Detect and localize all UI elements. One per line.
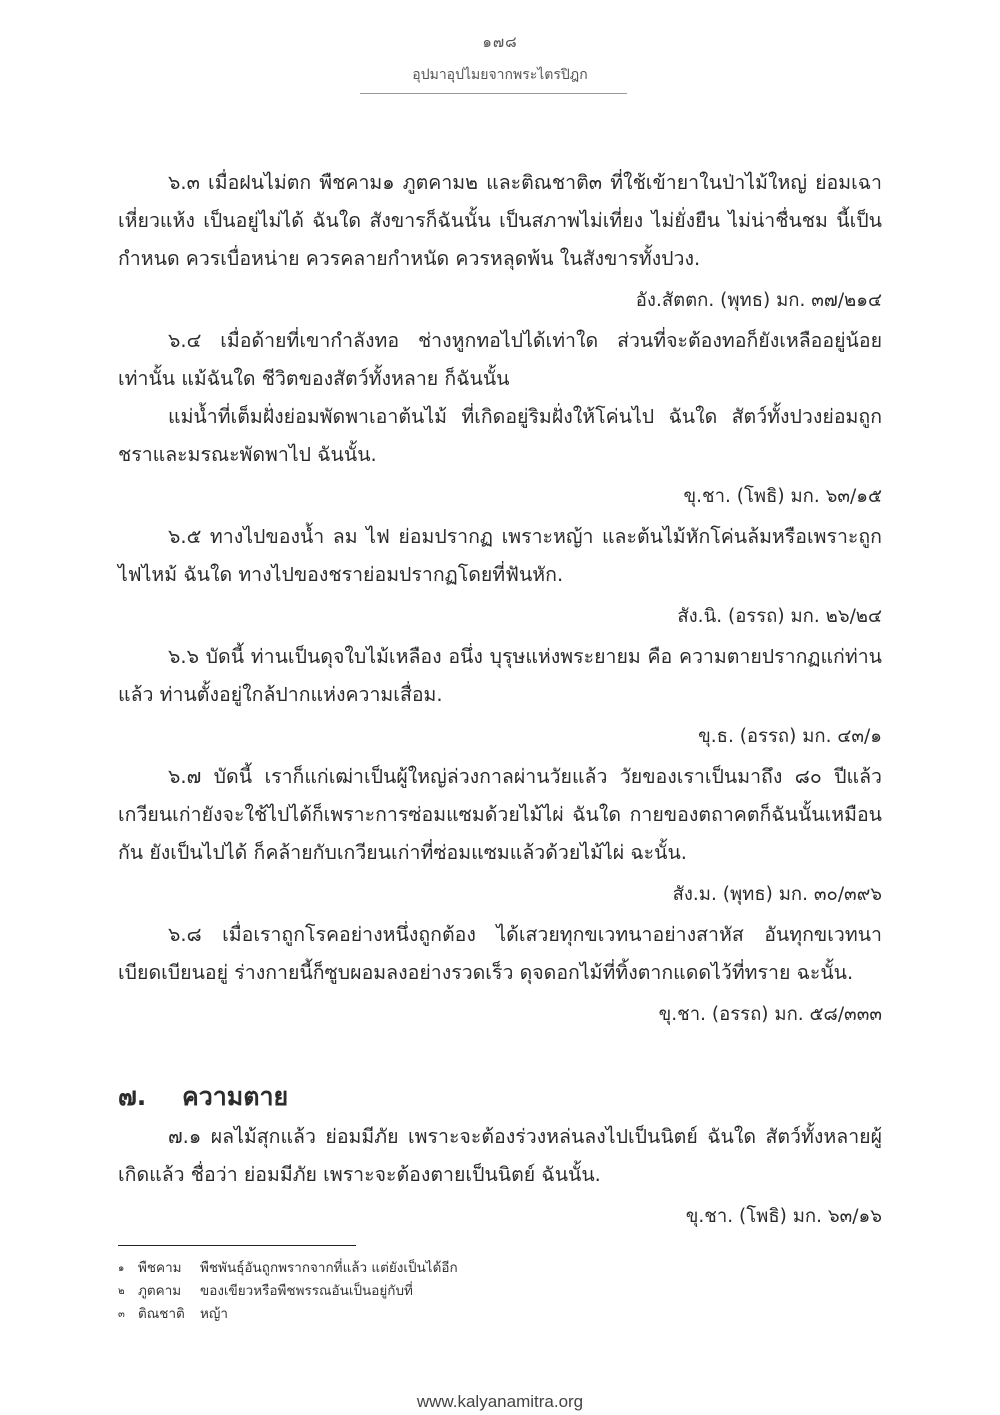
body-paragraph: ๖.๕ ทางไปของน้ำ ลม ไฟ ย่อมปรากฏ เพราะหญ้า และต้นไม้หักโค่นล้มหรือเพราะถูกไฟไหม้ ฉันใด ทางไปของชราย่อมปรากฏโดยที่ฟันหัก.: [118, 525, 882, 586]
citation-reference: ขุ.ชา. (โพธิ) มก. ๖๓/๑๕: [683, 486, 882, 507]
page-header: [0, 30, 1000, 86]
citation-reference: ขุ.ธ. (อรรถ) มก. ๔๓/๑: [698, 726, 882, 747]
footnote-term: ภูตคาม: [138, 1283, 182, 1299]
body-paragraph: ๖.๔ เมื่อด้ายที่เขากำลังทอ ช่างหูกทอไปได้เท่าใด ส่วนที่จะต้องทอก็ยังเหลืออยู่น้อยเท่านั้น แม้ฉันใด ชีวิตของสัตว์ทั้งหลาย ก็ฉันนั้น: [118, 329, 882, 390]
footnotes: [118, 1257, 458, 1326]
footer-website: www.kalyanamitra.org: [416, 1392, 584, 1411]
body-paragraph: ๗.๑ ผลไม้สุกแล้ว ย่อมมีภัย เพราะจะต้องร่วงหล่นลงไปเป็นนิตย์ ฉันใด สัตว์ทั้งหลายผู้เกิดแล้ว ชื่อว่า ย่อมมีภัย เพราะจะต้องตายเป็นนิตย์ ฉันนั้น.: [118, 1125, 882, 1186]
footnote-definition: หญ้า: [200, 1306, 228, 1322]
body-paragraph: ๖.๓ เมื่อฝนไม่ตก พืชคาม๑ ภูตคาม๒ และติณชาติ๓ ที่ใช้เข้ายาในป่าไม้ใหญ่ ย่อมเฉาเหี่ยวแห้ง เป็นอยู่ไม่ได้ ฉันใด สังขารก็ฉันนั้น เป็นสภาพไม่เที่ยง ไม่ยั่งยืน ไม่น่าชื่นชม นี้เป็นกำหนด ควรเบื่อหน่าย ควรคลายกำหนัด ควรหลุดพ้น ในสังขารทั้งปวง.: [118, 171, 882, 270]
footnote-item: [118, 1280, 458, 1303]
body-paragraph: แม่น้ำที่เต็มฝั่งย่อมพัดพาเอาต้นไม้ ที่เกิดอยู่ริมฝั่งให้โค่นไป ฉันใด สัตว์ทั้งปวงย่อมถูกชราและมรณะพัดพาไป ฉันนั้น.: [118, 405, 882, 466]
body-paragraph: ๖.๗ บัดนี้ เราก็แก่เฒ่าเป็นผู้ใหญ่ล่วงกาลผ่านวัยแล้ว วัยของเราเป็นมาถึง ๘๐ ปีแล้ว เกวียนเก่ายังจะใช้ไปได้ก็เพราะการซ่อมแซมด้วยไม้ไผ่ ฉันใด กายของตถาคตก็ฉันนั้นเหมือนกัน ยังเป็นไปได้ ก็คล้ายกับเกวียนเก่าที่ซ่อมแซมแล้วด้วยไม้ไผ่ ฉะนั้น.: [118, 765, 882, 864]
footnote-term: พืชคาม: [138, 1260, 182, 1276]
book-title: อุปมาอุปไมยจากพระไตรปิฎก: [412, 67, 588, 83]
main-content: [118, 164, 882, 1238]
page-number: ๑๗๘: [482, 33, 518, 51]
citation-reference: สัง.ม. (พุทธ) มก. ๓๐/๓๙๖: [672, 884, 882, 905]
section-number: ๗.: [118, 1082, 147, 1111]
citation-reference: อัง.สัตตก. (พุทธ) มก. ๓๗/๒๑๔: [635, 290, 882, 311]
footnote-item: [118, 1303, 458, 1326]
body-paragraph: ๖.๖ บัดนี้ ท่านเป็นดุจใบไม้เหลือง อนึ่ง บุรุษแห่งพระยายม คือ ความตายปรากฏแก่ท่านแล้ว ท่านตั้งอยู่ใกล้ปากแห่งความเสื่อม.: [118, 645, 882, 706]
section-heading: [118, 1076, 882, 1118]
footnote-definition: พืชพันธุ์อันถูกพรากจากที่แล้ว แต่ยังเป็นได้อีก: [200, 1260, 458, 1276]
footnote-term: ติณชาติ: [138, 1306, 185, 1322]
citation-reference: ขุ.ชา. (อรรถ) มก. ๕๘/๓๓๓: [658, 1004, 882, 1025]
section-title: ความตาย: [182, 1082, 289, 1111]
footnote-item: [118, 1257, 458, 1280]
footnote-divider: [118, 1245, 356, 1246]
footnote-definition: ของเขียวหรือพืชพรรณอันเป็นอยู่กับที่: [200, 1283, 413, 1299]
footnote-mark: ๑: [118, 1263, 125, 1274]
header-divider: [360, 93, 627, 94]
body-paragraph: ๖.๘ เมื่อเราถูกโรคอย่างหนึ่งถูกต้อง ได้เสวยทุกขเวทนาอย่างสาหัส อันทุกขเวทนาเบียดเบียนอยู่ ร่างกายนี้ก็ซูบผอมลงอย่างรวดเร็ว ดุจดอกไม้ที่ทิ้งตากแดดไว้ที่ทราย ฉะนั้น.: [118, 923, 882, 984]
citation-reference: ขุ.ชา. (โพธิ) มก. ๖๓/๑๖: [685, 1206, 882, 1227]
footnote-mark: ๓: [118, 1309, 125, 1320]
citation-reference: สัง.นิ. (อรรถ) มก. ๒๖/๒๔: [677, 606, 882, 627]
footnote-mark: ๒: [118, 1286, 125, 1297]
